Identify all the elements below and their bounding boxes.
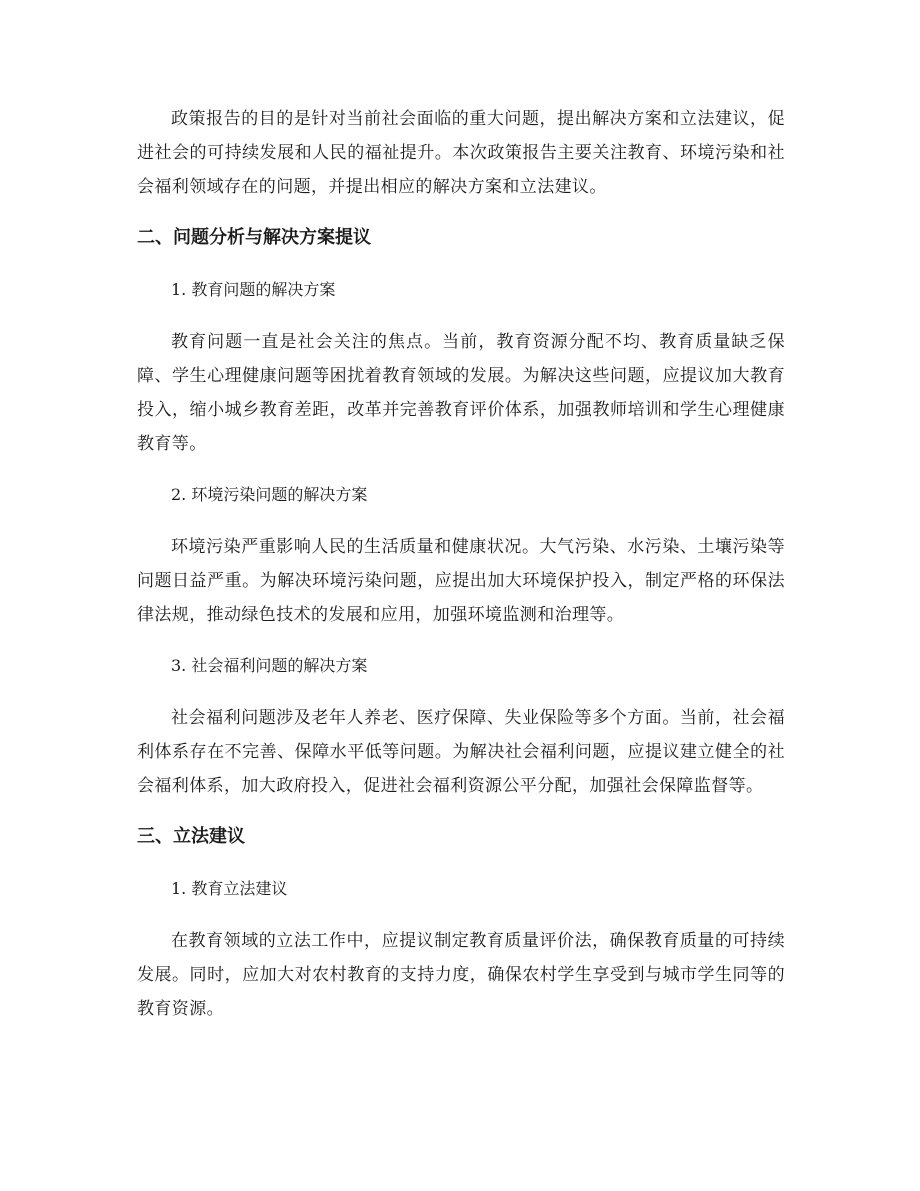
paragraph-education-legislation: 在教育领域的立法工作中，应提议制定教育质量评价法，确保教育质量的可持续发展。同时，应加大对农村教育的支持力度，确保农村学生享受到与城市学生同等的教育资源。: [137, 931, 785, 1019]
section-heading-analysis: 二、问题分析与解决方案提议: [137, 227, 371, 248]
subsection-title-education: 1. 教育问题的解决方案: [171, 280, 336, 299]
subsection-title-welfare: 3. 社会福利问题的解决方案: [171, 656, 368, 675]
paragraph-welfare: 社会福利问题涉及老年人养老、医疗保障、失业保险等多个方面。当前，社会福利体系存在不完善、保障水平低等问题。为解决社会福利问题，应提议建立健全的社会福利体系，加大政府投入，促进社会福利资源公平分配，加强社会保障监督等。: [137, 708, 785, 796]
paragraph-education: 教育问题一直是社会关注的焦点。当前，教育资源分配不均、教育质量缺乏保障、学生心理健康问题等困扰着教育领域的发展。为解决这些问题，应提议加大教育投入，缩小城乡教育差距，改革并完善教育评价体系，加强教师培训和学生心理健康教育等。: [137, 332, 785, 454]
section-heading-legislation: 三、立法建议: [137, 826, 245, 847]
intro-paragraph: 政策报告的目的是针对当前社会面临的重大问题，提出解决方案和立法建议，促进社会的可持续发展和人民的福祉提升。本次政策报告主要关注教育、环境污染和社会福利领域存在的问题，并提出相应的解决方案和立法建议。: [137, 109, 785, 197]
subsection-title-environment: 2. 环境污染问题的解决方案: [171, 485, 368, 504]
subsection-title-education-legislation: 1. 教育立法建议: [171, 879, 288, 898]
paragraph-environment: 环境污染严重影响人民的生活质量和健康状况。大气污染、水污染、土壤污染等问题日益严重。为解决环境污染问题，应提出加大环境保护投入，制定严格的环保法律法规，推动绿色技术的发展和应用，加强环境监测和治理等。: [137, 537, 785, 625]
document-page: [137, 102, 785, 1045]
